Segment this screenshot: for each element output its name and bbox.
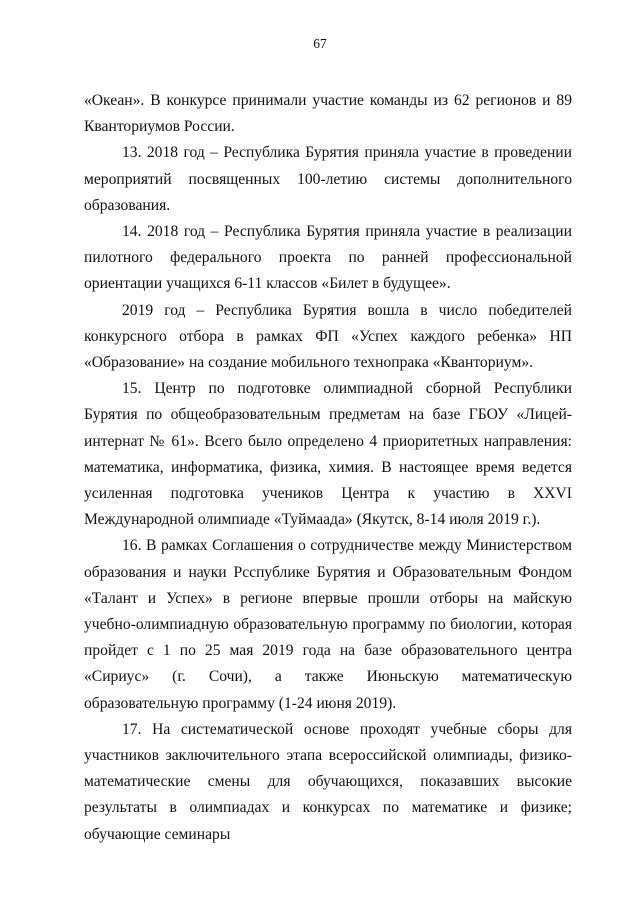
paragraph-item-17: 17. На систематической основе проходят учебные сборы для участников заключительного этапа всероссийской олимпиады, физико-математические смены для обучающихся, показавших высокие результаты в олимпиадах и конкурсах по математике и физике; обучающие семинары bbox=[84, 720, 572, 843]
page-number: 67 bbox=[313, 36, 327, 51]
paragraph-2019-kvantorium: 2019 год – Республика Бурятия вошла в число победителей конкурсного отбора в рамках ФП «Успех каждого ребенка» НП «Образование» на создание мобильного технопракa «Кванториум». bbox=[84, 301, 572, 372]
paragraph-item-13: 13. 2018 год – Республика Бурятия приняла участие в проведении мероприятий посвященных 100-летию системы дополнительного образования. bbox=[84, 144, 572, 214]
paragraph-ocean-contest: «Океан». В конкурсе принимали участие команды из 62 регионов и 89 Кванториумов России. bbox=[84, 92, 572, 136]
paragraph-item-14: 14. 2018 год – Республика Бурятия приняла участие в реализации пилотного федерального проекта по ранней профессиональной ориентации учащихся 6-11 классов «Билет в будущее». bbox=[84, 223, 572, 293]
paragraph-item-15: 15. Центр по подготовке олимпиадной сборной Республики Бурятия по общеобразовательным предметам на базе ГБОУ «Лицей-интернат № 61». Всего было определено 4 приоритетных направления: математика, информатика, физика, химия. В настоящее время ведется усиленная подготовка учеников Центра к участию в XXVI Международной олимпиаде «Туймаада» (Якутск, 8-14 июля 2019 г.). bbox=[84, 380, 572, 529]
paragraph-item-16: 16. В рамках Соглашения о сотрудничестве между Министерством образования и науки Рсспублике Бурятия и Образовательным Фондом «Талант и Успех» в регионе впервые прошли отборы на майскую учебно-олимпиадную образовательную программу по биологии, которая пройдет с 1 по 25 мая 2019 года на базе образовательного центра «Сириус» (г. Сочи), а также Июньскую математическую образовательную программу (1-24 июня 2019). bbox=[84, 537, 572, 712]
document-body bbox=[84, 88, 572, 848]
